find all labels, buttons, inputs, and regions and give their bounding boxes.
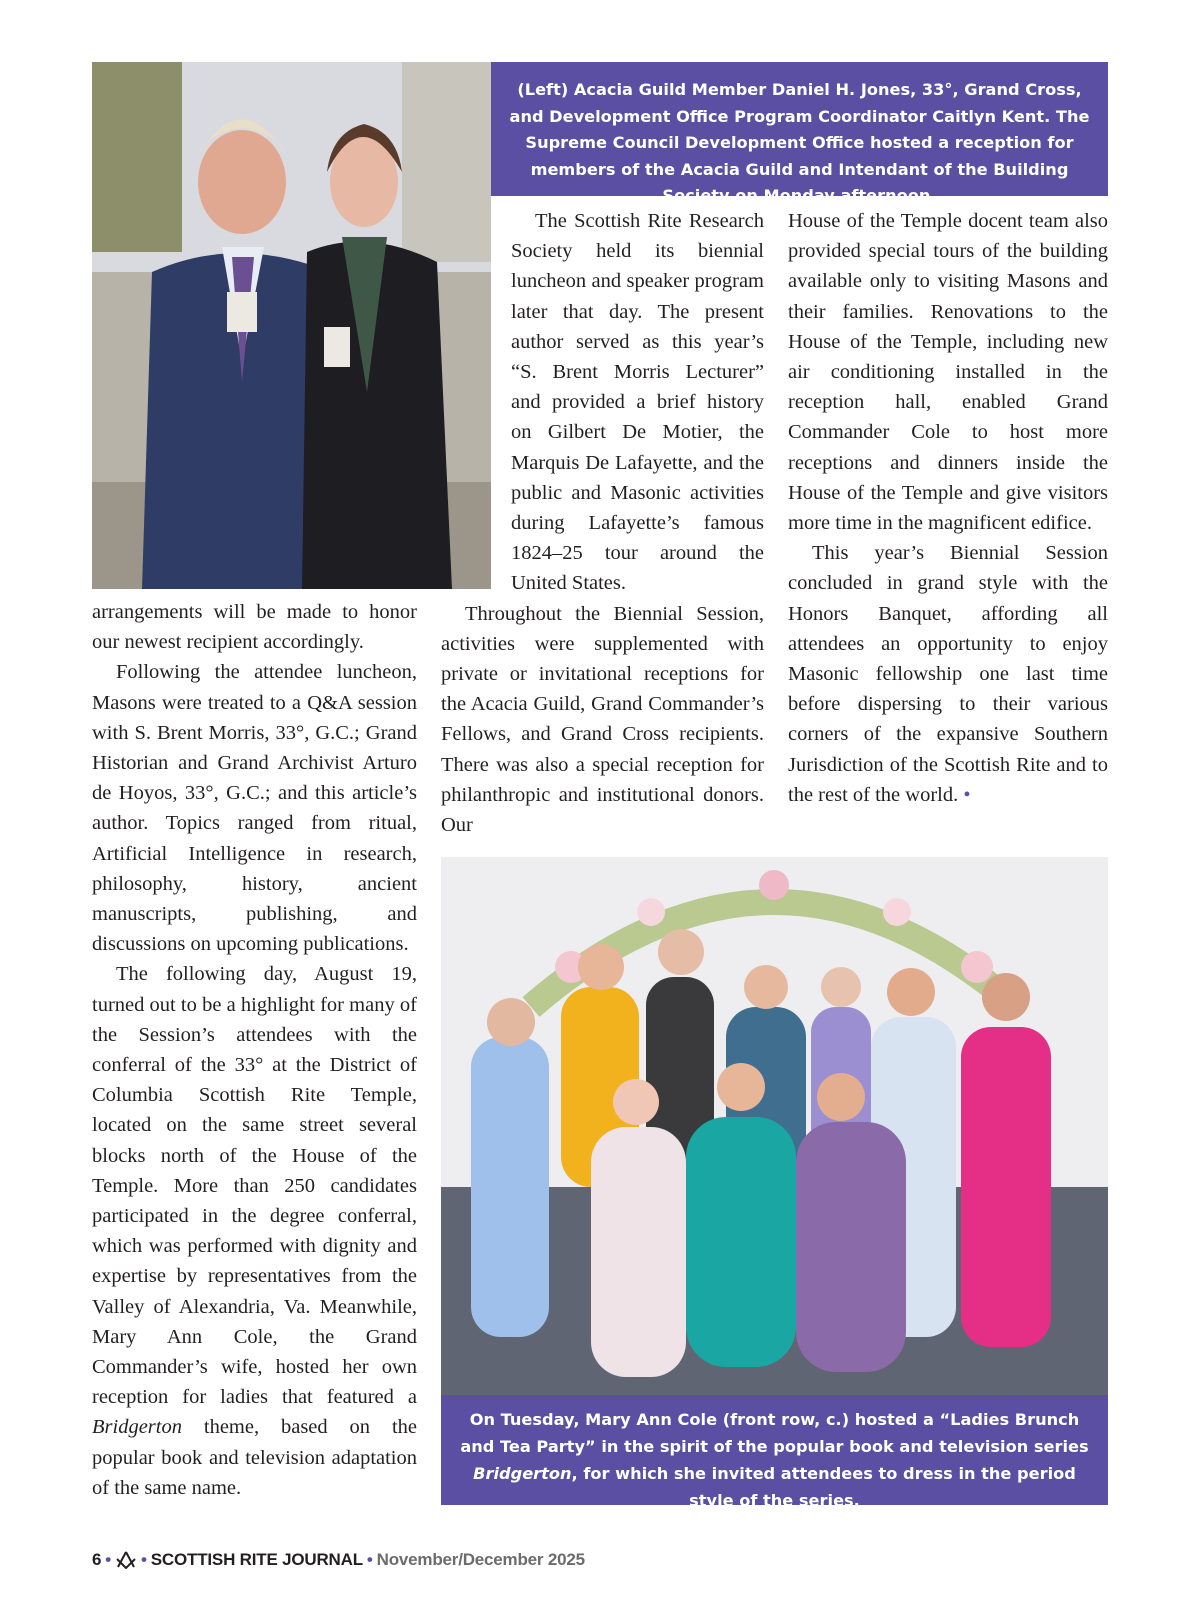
footer-separator-3: • — [366, 1550, 373, 1569]
col2-upper-block — [511, 206, 764, 599]
col3-paragraph-2-text: This year’s Biennial Session concluded in grand style with the Honors Banquet, affording all attendees an opportunity to enjoy Masonic fellowship one last time before dispersing to their various corners of the expansive Southern Jurisdiction of the Scottish Rite and to the rest of the world. — [788, 542, 1108, 806]
photo-ladies-brunch — [441, 857, 1108, 1395]
bottom-caption-text-end: , for which she invited attendees to dress in the period style of the series. — [571, 1464, 1076, 1510]
col1-paragraph-3 — [92, 959, 417, 1503]
col1-paragraph-2: Following the attendee luncheon, Masons were treated to a Q&A session with S. Brent Morris, 33°, G.C.; Grand Historian and Grand Archivist Arturo de Hoyos, 33°, G.C.; and this article’s author. Topics ranged from ritual, Artificial Intelligence in research, philosophy, history, ancient manuscripts, publishing, and discussions on upcoming publications. — [92, 661, 417, 956]
end-of-article-mark: • — [963, 783, 971, 806]
bottom-caption-text-start: On Tuesday, Mary Ann Cole (front row, c.) hosted a “Ladies Brunch and Tea Party” in the spirit of the popular book and television series — [460, 1410, 1089, 1456]
footer-separator-2: • — [141, 1550, 147, 1569]
bottom-caption-text — [451, 1406, 1098, 1514]
footer-separator: • — [105, 1550, 112, 1569]
col3-paragraph-1: House of the Temple docent team also provided special tours of the building available only to visiting Masons and their families. Renovations to the House of the Temple, including new air conditioning installed in the reception hall, enabled Grand Commander Cole to host more receptions and dinners inside the House of the Temple and give visitors more time in the magnificent edifice. — [788, 210, 1108, 535]
journal-name: SCOTTISH RITE JOURNAL — [150, 1550, 363, 1569]
col2-paragraph-1: The Scottish Rite Research Society held its biennial luncheon and speaker program later that day. The present author served as this year’s “S. Brent Morris Lecturer” and provided a brief history on Gilbert De Motier, the Marquis De Lafayette, and the public and Masonic activities during Lafayette’s famous 1824–25 tour around the United States. — [511, 210, 764, 595]
col1-paragraph-3-end: theme, based on the popular book and television adaptation of the same name. — [92, 1416, 417, 1499]
page-number: 6 — [92, 1550, 102, 1569]
top-photo-caption — [491, 62, 1108, 206]
square-and-compass-icon — [115, 1551, 137, 1569]
article-column-1 — [92, 597, 417, 1503]
bottom-photo-caption — [441, 1395, 1108, 1510]
col1-paragraph-3-italic: Bridgerton — [92, 1416, 182, 1439]
col1-paragraph-1: arrangements will be made to honor our newest recipient accordingly. — [92, 601, 417, 654]
photo-ladies-brunch-illustration — [441, 857, 1108, 1395]
article-column-3 — [788, 206, 1108, 810]
bottom-caption-italic: Bridgerton — [473, 1464, 572, 1483]
top-caption-text: (Left) Acacia Guild Member Daniel H. Jones, 33°, Grand Cross, and Development Office Program Coordinator Caitlyn Kent. The Supreme Council Development Office hosted a reception for members of the Acacia Guild and Intendant of the Building Society on Monday afternoon. — [509, 80, 1090, 206]
col3-paragraph-2 — [788, 538, 1108, 810]
col2-paragraph-2: Throughout the Biennial Session, activities were supplemented with private or invitational receptions for the Acacia Guild, Grand Commander’s Fellows, and Grand Cross recipients. There was also a special reception for philanthropic and institutional donors. Our — [441, 602, 764, 837]
issue-date: November/December 2025 — [376, 1550, 585, 1569]
photo-jones-and-kent — [92, 62, 491, 589]
page-footer — [92, 1550, 585, 1570]
photo-jones-and-kent-illustration — [92, 62, 491, 589]
article-column-2 — [441, 206, 764, 840]
col1-paragraph-3-text: The following day, August 19, turned out to be a highlight for many of the Session’s attendees with the conferral of the 33° at the District of Columbia Scottish Rite Temple, located on the same street several blocks north of the House of the Temple. More than 250 candidates participated in the degree conferral, which was performed with dignity and expertise by representatives from the Valley of Alexandria, Va. Meanwhile, Mary Ann Cole, the Grand Commander’s wife, hosted her own reception for ladies that featured a — [92, 963, 417, 1409]
